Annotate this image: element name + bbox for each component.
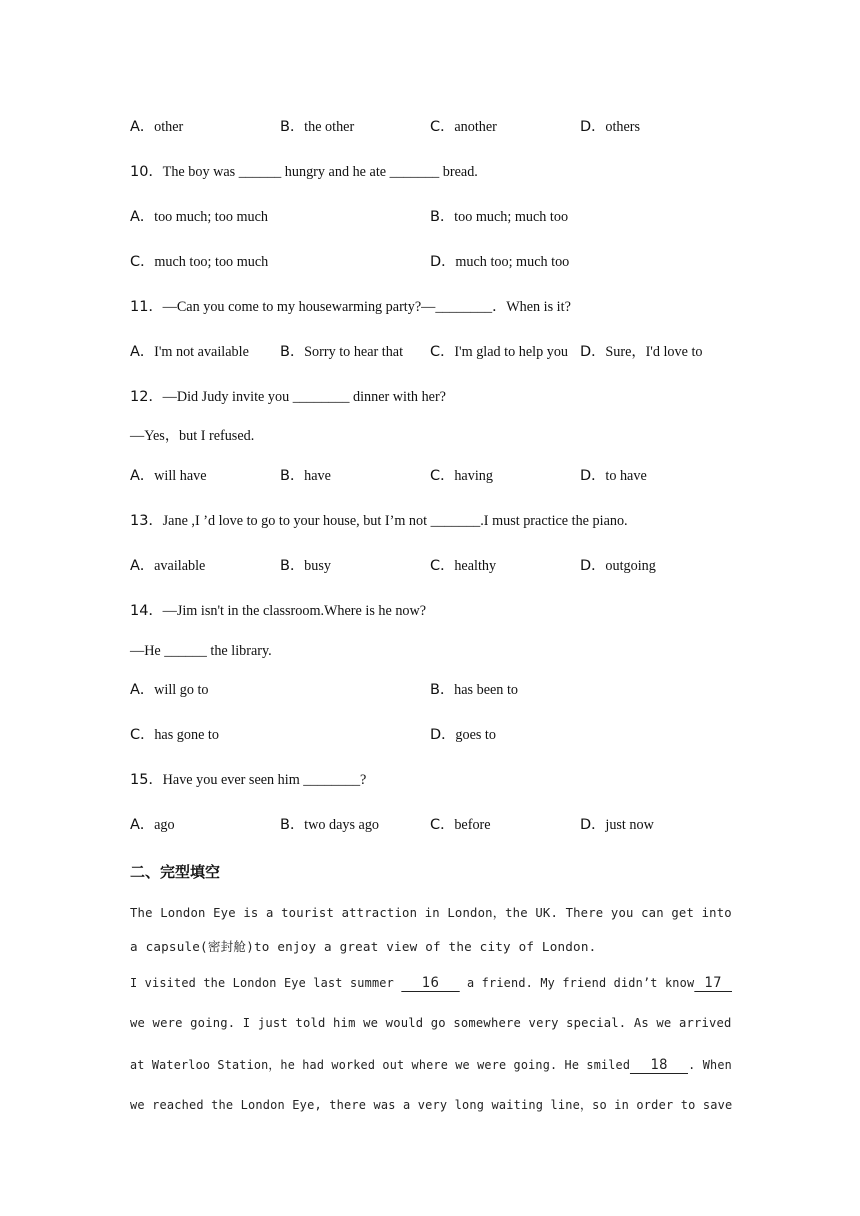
q9-option-c: C．another (430, 119, 497, 135)
q12-option-c: C．having (430, 468, 493, 484)
q11-stem: 11．—Can you come to my housewarming party?—________．When is it? (130, 299, 571, 315)
q13-option-a: A．available (130, 558, 206, 574)
passage-line-1: The London Eye is a tourist attraction in London，the UK. There you can get into (130, 905, 732, 920)
q12-option-b: B．have (280, 468, 331, 484)
q9-option-d: D．others (580, 119, 641, 135)
q11-option-c: C．I'm glad to help you (430, 344, 569, 360)
passage-line-2: a capsule(密封舱)to enjoy a great view of the city of London. (130, 939, 597, 954)
q10-option-b: B．too much; much too (430, 209, 569, 225)
q10-option-a: A．too much; too much (130, 209, 269, 225)
q14-stem: 14．—Jim isn't in the classroom.Where is he now? (130, 603, 427, 619)
q9-option-b: B．the other (280, 119, 355, 135)
blank-18: 18 (630, 1058, 688, 1074)
q12-option-d: D．to have (580, 468, 647, 484)
q13-option-b: B．busy (280, 558, 331, 574)
q14-option-d: D．goes to (430, 727, 496, 743)
q12-option-a: A．will have (130, 468, 207, 484)
q11-option-a: A．I'm not available (130, 344, 249, 360)
passage-line-6: we reached the London Eye, there was a very long waiting line，so in order to save (130, 1097, 733, 1112)
q13-option-d: D．outgoing (580, 558, 656, 574)
blank-17: 17 (694, 976, 732, 992)
section-title: 二、完型填空 (130, 863, 221, 881)
q14-option-b: B．has been to (430, 682, 518, 698)
q14-option-a: A．will go to (130, 682, 209, 698)
q14-dialogue: —He ______ the library. (130, 643, 272, 659)
q10-option-d: D．much too; much too (430, 254, 570, 270)
q11-option-d: D．Sure，I'd love to (580, 344, 703, 360)
q13-stem: 13．Jane ,I ’d love to go to your house, but I’m not _______.I must practice the piano. (130, 513, 628, 529)
passage-line-4: we were going. I just told him we would go somewhere very special. As we arrived (130, 1015, 732, 1030)
q15-stem: 15．Have you ever seen him ________? (130, 772, 367, 788)
q10-option-c: C．much too; too much (130, 254, 269, 270)
q13-option-c: C．healthy (430, 558, 497, 574)
q14-option-c: C．has gone to (130, 727, 219, 743)
q9-option-a: A．other (130, 119, 184, 135)
q10-stem: 10．The boy was ______ hungry and he ate _______ bread. (130, 164, 478, 180)
q15-option-b: B．two days ago (280, 817, 380, 833)
q15-option-a: A．ago (130, 817, 175, 833)
q12-stem: 12．—Did Judy invite you ________ dinner with her? (130, 389, 446, 405)
blank-16: 16 (401, 976, 459, 992)
passage-line-3: I visited the London Eye last summer 16 a friend. My friend didn’t know 17 (130, 975, 732, 992)
passage-line-5: at Waterloo Station，he had worked out where we were going. He smiled 18 . When (130, 1057, 732, 1073)
q15-option-d: D．just now (580, 817, 654, 833)
q15-option-c: C．before (430, 817, 491, 833)
q12-dialogue: —Yes，but I refused. (130, 428, 255, 444)
q11-option-b: B．Sorry to hear that (280, 344, 404, 360)
